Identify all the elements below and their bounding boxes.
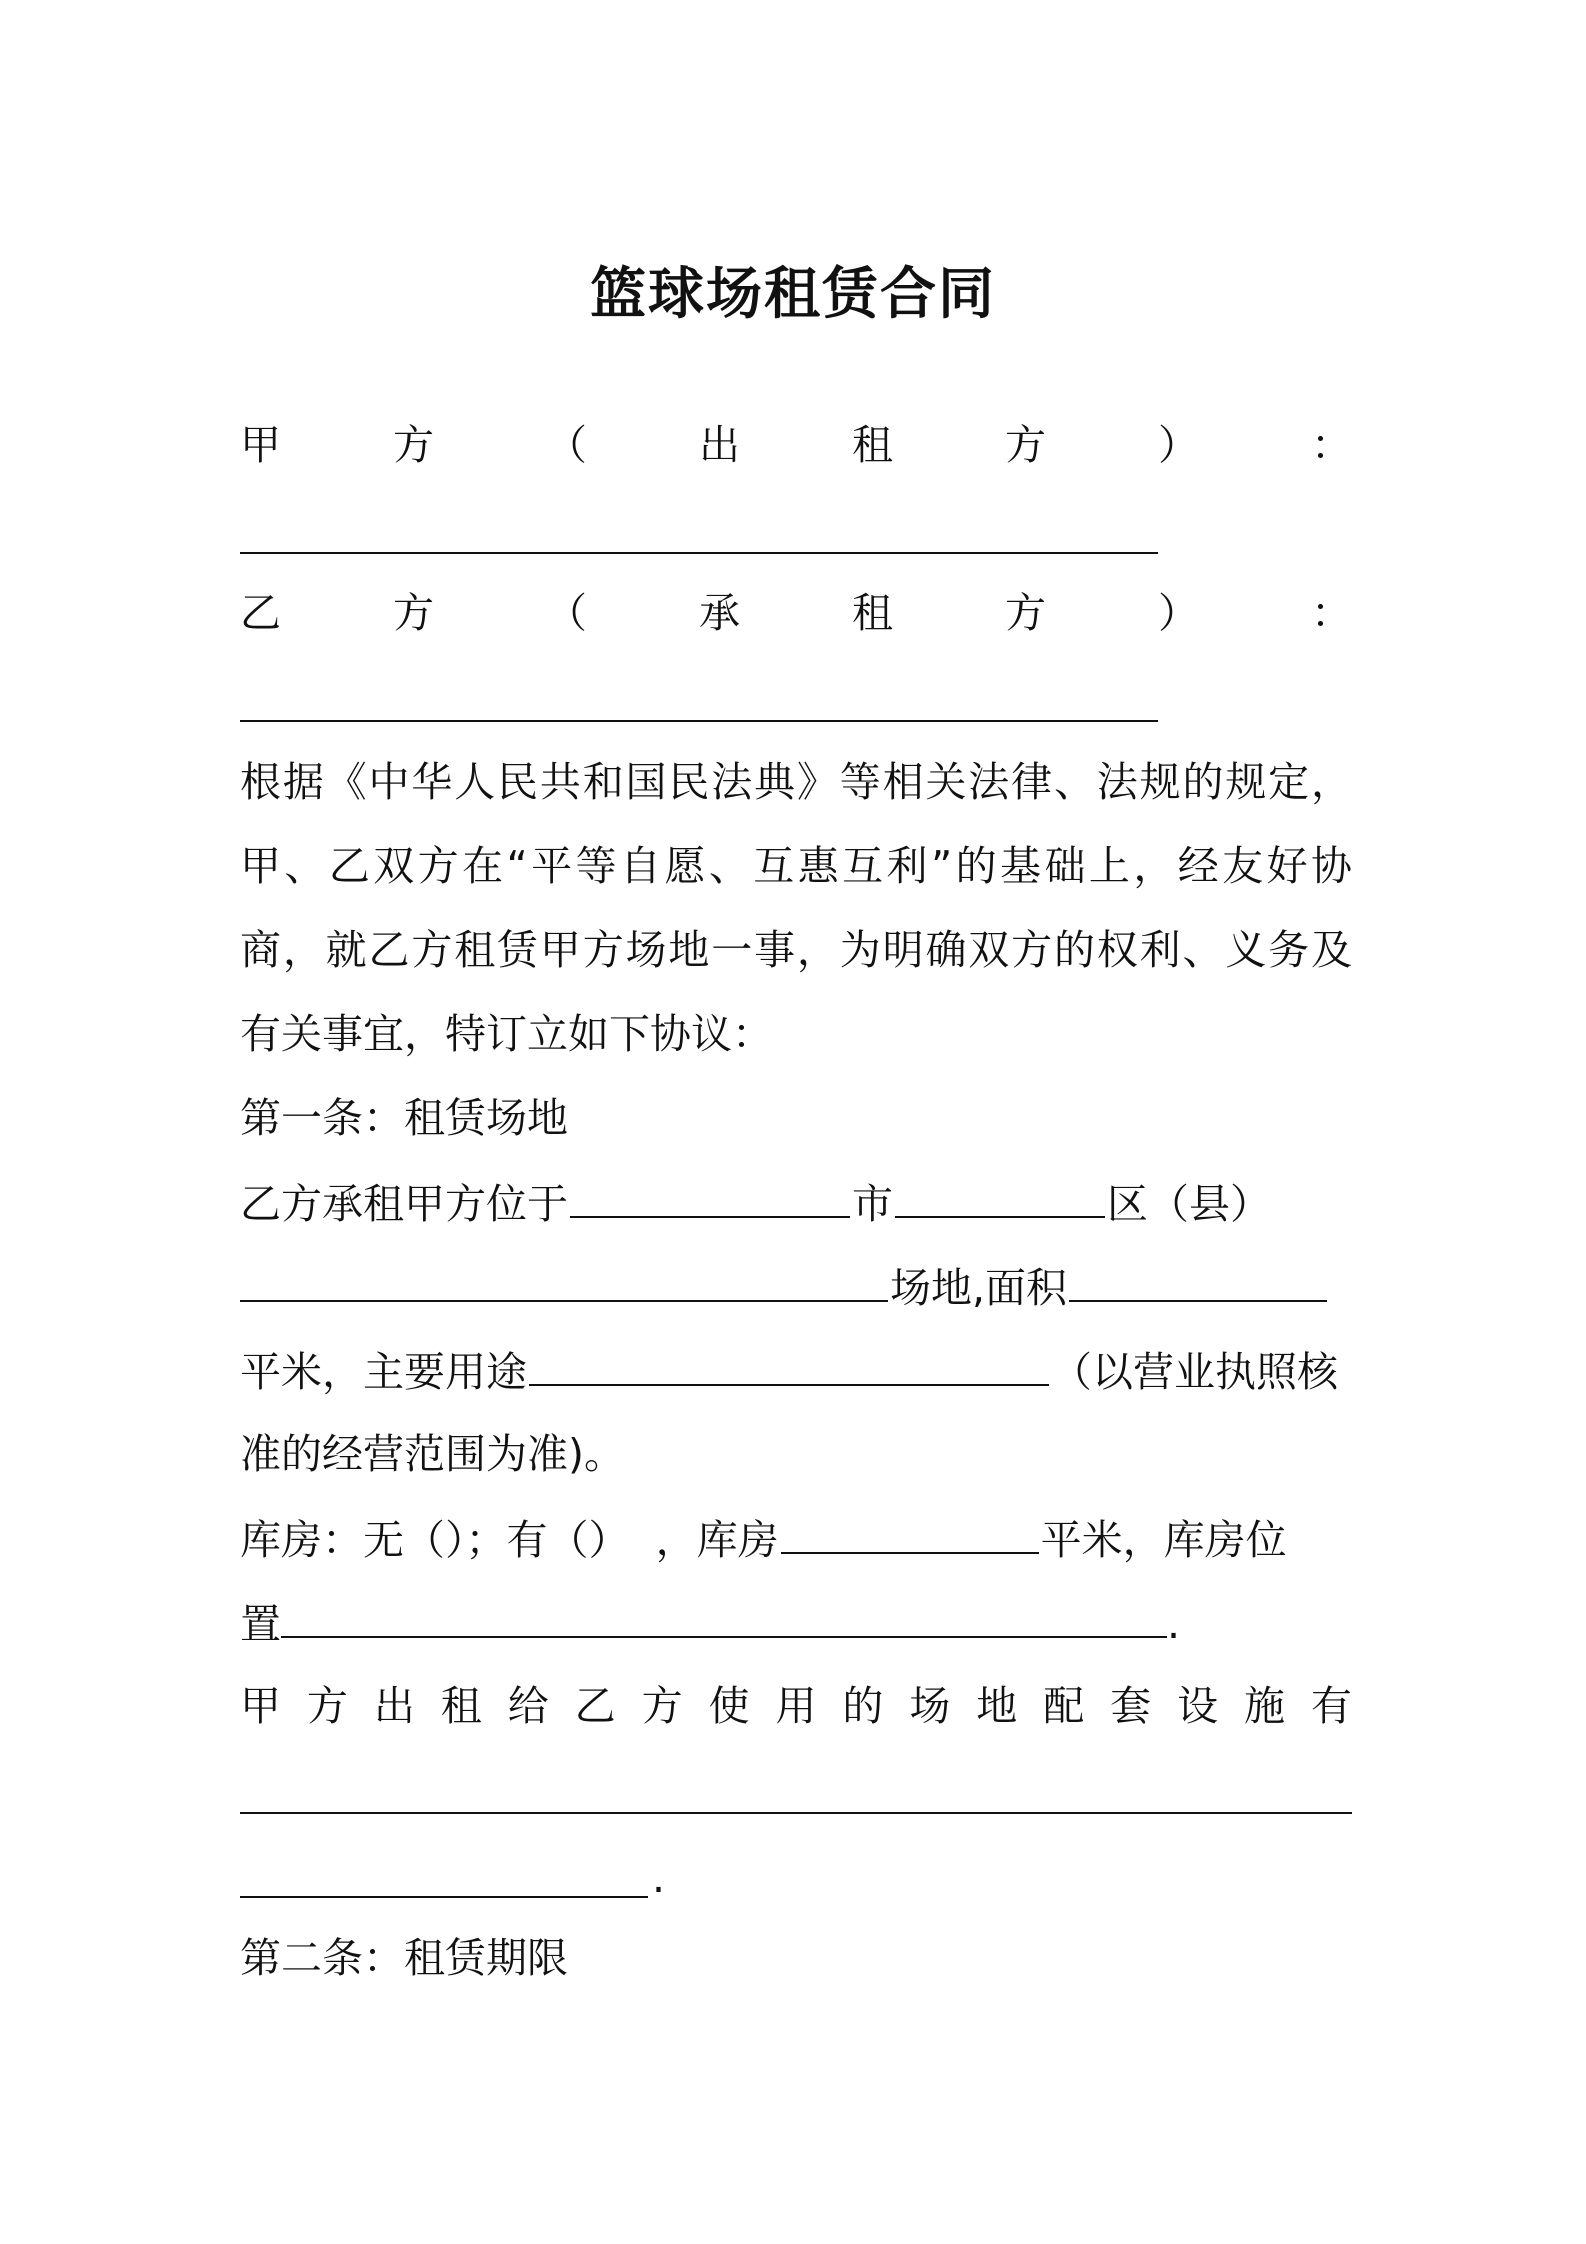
party-b-char: 租 bbox=[852, 589, 893, 637]
party-a-char: ） bbox=[1158, 421, 1199, 469]
district-blank[interactable] bbox=[895, 1172, 1105, 1218]
warehouse-area-blank[interactable] bbox=[781, 1508, 1039, 1554]
party-b-char: （ bbox=[546, 589, 587, 637]
party-b-label bbox=[240, 583, 1352, 643]
warehouse-label: 库房：无（）；有（） ，库房 bbox=[240, 1516, 779, 1564]
article-1-location-line bbox=[240, 1172, 1352, 1232]
line-end-dot: . bbox=[652, 1854, 666, 1902]
party-a-char: ： bbox=[1311, 421, 1352, 469]
facilities-line: 甲方出租给乙方使用的场地配套设施有 bbox=[240, 1682, 1352, 1730]
article-1-scope-line: 准的经营范围为准)。 bbox=[240, 1430, 625, 1478]
party-b-char: 承 bbox=[699, 589, 740, 637]
party-a-label bbox=[240, 415, 1352, 475]
article-1-area-line bbox=[240, 1256, 1352, 1316]
party-b-char: ） bbox=[1158, 589, 1199, 637]
intro-line: 根据《中华人民共和国民法典》等相关法律、法规的规定， bbox=[240, 758, 1352, 806]
party-b-char: ： bbox=[1311, 589, 1352, 637]
location-prefix: 乙方承租甲方位于 bbox=[240, 1180, 568, 1228]
position-label: 置 bbox=[240, 1600, 281, 1648]
document-title: 篮球场租赁合同 bbox=[590, 262, 996, 327]
city-blank[interactable] bbox=[570, 1172, 850, 1218]
party-b-blank[interactable] bbox=[240, 720, 1158, 722]
facilities-blank-2[interactable] bbox=[240, 1896, 648, 1898]
party-b-char: 方 bbox=[393, 589, 434, 637]
area-blank[interactable] bbox=[1069, 1256, 1327, 1302]
city-label: 市 bbox=[852, 1180, 893, 1228]
party-a-char: 方 bbox=[393, 421, 434, 469]
article-2-heading: 第二条：租赁期限 bbox=[240, 1934, 568, 1982]
line-end-dot: . bbox=[1167, 1600, 1181, 1648]
area-label: 场地,面积 bbox=[890, 1264, 1068, 1312]
usage-note: （以营业执照核 bbox=[1051, 1348, 1338, 1396]
party-b-char: 乙 bbox=[240, 589, 281, 637]
usage-label: 平米，主要用途 bbox=[240, 1348, 527, 1396]
party-a-char: （ bbox=[546, 421, 587, 469]
warehouse-line bbox=[240, 1508, 1352, 1568]
party-a-char: 租 bbox=[852, 421, 893, 469]
party-b-char: 方 bbox=[1005, 589, 1046, 637]
article-1-heading: 第一条：租赁场地 bbox=[240, 1094, 568, 1142]
warehouse-position-line bbox=[240, 1592, 1352, 1652]
party-a-blank[interactable] bbox=[240, 552, 1158, 554]
party-a-char: 甲 bbox=[240, 421, 281, 469]
intro-line: 商，就乙方租赁甲方场地一事，为明确双方的权利、义务及 bbox=[240, 926, 1352, 974]
facilities-blank-1[interactable] bbox=[240, 1812, 1352, 1814]
district-label: 区（县） bbox=[1107, 1180, 1271, 1228]
warehouse-position-label: 平米，库房位 bbox=[1040, 1516, 1287, 1564]
article-1-usage-line bbox=[240, 1340, 1352, 1400]
party-a-char: 出 bbox=[699, 421, 740, 469]
usage-blank[interactable] bbox=[529, 1340, 1049, 1386]
intro-line: 有关事宜，特订立如下协议： bbox=[240, 1010, 773, 1058]
intro-line: 甲、乙双方在“平等自愿、互惠互利”的基础上，经友好协 bbox=[240, 842, 1352, 890]
party-a-char: 方 bbox=[1005, 421, 1046, 469]
warehouse-position-blank[interactable] bbox=[281, 1592, 1167, 1638]
site-name-blank[interactable] bbox=[240, 1256, 888, 1302]
